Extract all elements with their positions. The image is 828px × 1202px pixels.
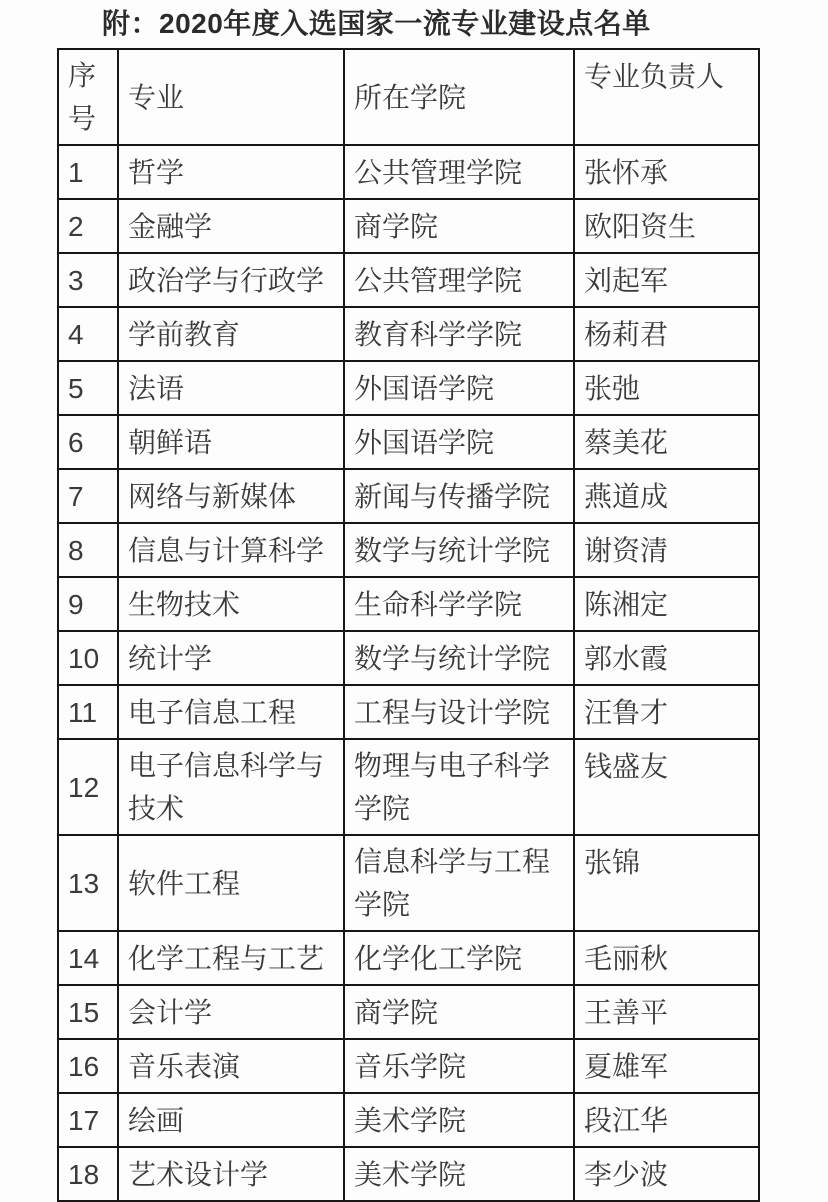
column-header-no: 序号 [58,49,118,145]
cell-no: 9 [58,577,118,631]
table-row [58,1039,759,1093]
cell-leader: 张弛 [574,361,759,415]
cell-major: 艺术设计学 [118,1147,344,1201]
table-row [58,985,759,1039]
cell-leader: 郭水霞 [574,631,759,685]
cell-major: 会计学 [118,985,344,1039]
cell-leader: 谢资清 [574,523,759,577]
cell-college: 商学院 [344,199,574,253]
cell-major: 网络与新媒体 [118,469,344,523]
table-row [58,307,759,361]
cell-no: 12 [58,739,118,835]
column-header-major: 专业 [118,49,344,145]
cell-no: 14 [58,931,118,985]
cell-leader: 张怀承 [574,145,759,199]
cell-college: 美术学院 [344,1093,574,1147]
cell-no: 11 [58,685,118,739]
table-row [58,361,759,415]
cell-no: 13 [58,835,118,931]
cell-major: 生物技术 [118,577,344,631]
cell-major: 金融学 [118,199,344,253]
cell-leader: 刘起军 [574,253,759,307]
cell-college: 信息科学与工程学院 [344,835,574,931]
cell-leader: 王善平 [574,985,759,1039]
cell-college: 商学院 [344,985,574,1039]
table-row [58,577,759,631]
cell-no: 1 [58,145,118,199]
cell-major: 法语 [118,361,344,415]
cell-no: 18 [58,1147,118,1201]
cell-leader: 毛丽秋 [574,931,759,985]
cell-college: 化学化工学院 [344,931,574,985]
table-row [58,1093,759,1147]
column-header-college: 所在学院 [344,49,574,145]
cell-no: 6 [58,415,118,469]
cell-college: 工程与设计学院 [344,685,574,739]
cell-major: 电子信息工程 [118,685,344,739]
cell-major: 信息与计算科学 [118,523,344,577]
cell-leader: 蔡美花 [574,415,759,469]
cell-leader: 陈湘定 [574,577,759,631]
cell-no: 8 [58,523,118,577]
table-row [58,145,759,199]
table-row [58,415,759,469]
cell-no: 2 [58,199,118,253]
cell-major: 电子信息科学与技术 [118,739,344,835]
cell-leader: 段江华 [574,1093,759,1147]
cell-college: 数学与统计学院 [344,523,574,577]
cell-major: 朝鲜语 [118,415,344,469]
cell-college: 物理与电子科学学院 [344,739,574,835]
table-row [58,199,759,253]
cell-college: 音乐学院 [344,1039,574,1093]
cell-major: 政治学与行政学 [118,253,344,307]
cell-no: 16 [58,1039,118,1093]
cell-leader: 钱盛友 [574,739,759,835]
cell-no: 17 [58,1093,118,1147]
cell-no: 3 [58,253,118,307]
cell-college: 外国语学院 [344,415,574,469]
cell-major: 软件工程 [118,835,344,931]
table-row [58,931,759,985]
table-row [58,631,759,685]
table-body [58,145,759,1201]
cell-no: 10 [58,631,118,685]
cell-college: 数学与统计学院 [344,631,574,685]
table-row [58,1147,759,1201]
cell-no: 15 [58,985,118,1039]
cell-leader: 欧阳资生 [574,199,759,253]
cell-college: 外国语学院 [344,361,574,415]
cell-college: 新闻与传播学院 [344,469,574,523]
cell-college: 生命科学学院 [344,577,574,631]
table-row [58,739,759,835]
cell-leader: 杨莉君 [574,307,759,361]
cell-college: 教育科学学院 [344,307,574,361]
cell-leader: 燕道成 [574,469,759,523]
cell-major: 绘画 [118,1093,344,1147]
header-row [58,49,759,145]
cell-leader: 汪鲁才 [574,685,759,739]
table-row [58,685,759,739]
table-row [58,835,759,931]
cell-major: 音乐表演 [118,1039,344,1093]
cell-no: 7 [58,469,118,523]
cell-college: 美术学院 [344,1147,574,1201]
cell-leader: 张锦 [574,835,759,931]
cell-leader: 夏雄军 [574,1039,759,1093]
cell-college: 公共管理学院 [344,145,574,199]
majors-table [57,48,760,1202]
cell-college: 公共管理学院 [344,253,574,307]
cell-major: 化学工程与工艺 [118,931,344,985]
cell-leader: 李少波 [574,1147,759,1201]
cell-major: 学前教育 [118,307,344,361]
table-row [58,523,759,577]
cell-no: 4 [58,307,118,361]
page-title: 附：2020年度入选国家一流专业建设点名单 [102,8,651,39]
cell-no: 5 [58,361,118,415]
table-row [58,253,759,307]
cell-major: 哲学 [118,145,344,199]
table-row [58,469,759,523]
column-header-leader: 专业负责人 [574,49,759,145]
cell-major: 统计学 [118,631,344,685]
